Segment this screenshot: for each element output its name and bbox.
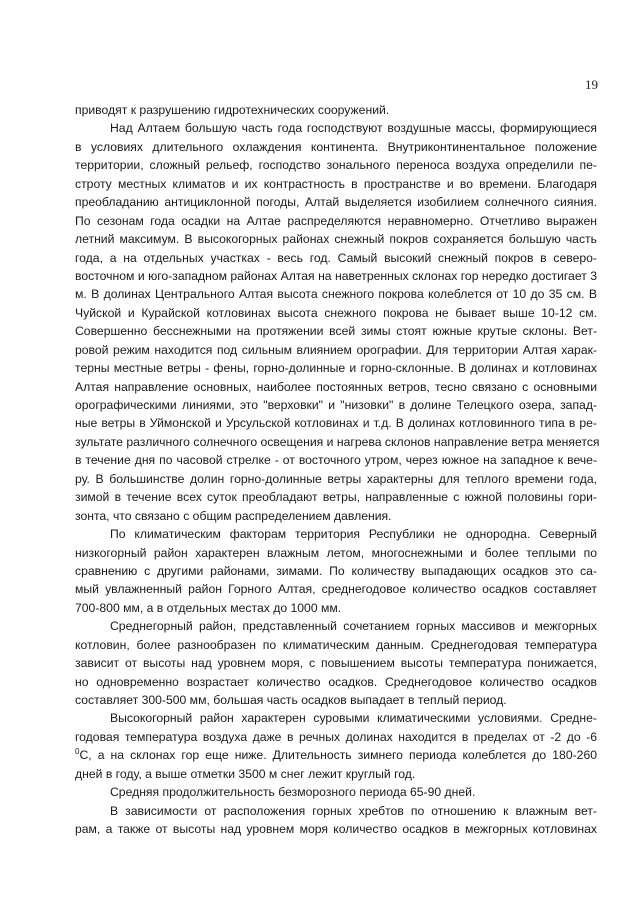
- text-line: По сезонам года осадки на Алтае распределяются неравномерно. Отчетливо выражен: [75, 213, 597, 228]
- text-line: восточном и юго-западном районах Алтая на наветренных склонах гор нередко достигает 3: [75, 268, 597, 283]
- text-line: В зависимости от расположения горных хребтов по отношению к влажным вет-: [110, 803, 597, 818]
- text-line-content: С, а на склонах гор еще ниже. Длительность зимнего периода колеблется до 180-260: [79, 748, 597, 763]
- text-line: зультате различного солнечного освещения и нагрева склонов направление ветра меняется: [75, 434, 600, 449]
- text-line: годовая температура воздуха даже в речных долинах находится в пределах от -2 до -6: [75, 729, 597, 744]
- text-line: преобладанию антициклонной погоды, Алтай выделяется изобилием солнечного сияния.: [75, 195, 597, 210]
- text-line: территории, сложный рельеф, господство зонального переноса воздуха определили пе-: [75, 158, 597, 173]
- text-line: дней в году, а выше отметки 3500 м снег лежит круглый год.: [75, 766, 416, 781]
- text-line: Средняя продолжительность безморозного периода 65-90 дней.: [110, 785, 476, 800]
- text-line: котловин, более разнообразен по климатическим данным. Среднегодовая температура: [75, 637, 597, 652]
- text-line: составляет 300-500 мм, большая часть осадков выпадает в теплый период.: [75, 693, 507, 707]
- text-line: но одновременно возрастает количество осадков. Среднегодовое количество осадков: [75, 674, 597, 689]
- text-line: сравнению с другими районами, зимами. По количеству выпадающих осадков это са-: [75, 563, 597, 578]
- text-line: низкогорный район характерен влажным летом, многоснежными и более теплыми по: [75, 545, 597, 560]
- text-line: терны местные ветры - фены, горно-долинные и горно-склонные. В долинах и котловинах: [75, 361, 597, 376]
- text-line: летний максимум. В высокогорных районах снежный покров сохраняется большую часть: [75, 232, 597, 247]
- text-line-with-degree: [75, 746, 597, 764]
- text-line: Алтая направление основных, наиболее постоянных ветров, тесно связано с основными: [75, 379, 597, 394]
- text-line: По климатическим факторам территория Республики не однородна. Северный: [110, 527, 597, 542]
- text-line: в течение дня по часовой стрелке - от восточного утром, через южное на западное к вече-: [75, 453, 597, 468]
- text-line: рам, а также от высоты над уровнем моря количество осадков в межгорных котловинах: [75, 822, 597, 837]
- degree-superscript: 0: [75, 747, 80, 757]
- text-line: орографическими линиями, это "верховки" и "низовки" в долине Телецкого озера, запад-: [75, 398, 597, 412]
- text-line: Высокогорный район характерен суровыми климатическими условиями. Средне-: [110, 711, 597, 726]
- text-line: Среднегорный район, представленный сочетанием горных массивов и межгорных: [110, 619, 597, 634]
- body-text: [75, 101, 600, 839]
- text-line: Совершенно бесснежными на протяжении всей зимы стоят южные крутые склоны. Вет-: [75, 324, 597, 339]
- text-line: ные ветры в Уймонской и Урсульской котловинах и т.д. В долинах котловинного типа в ре-: [75, 416, 597, 431]
- text-line: приводят к разрушению гидротехнических сооружений.: [75, 103, 390, 117]
- text-line: Над Алтаем большую часть года господствуют воздушные массы, формирующиеся: [110, 121, 597, 136]
- text-line: зимой в течение всех суток преобладают ветры, направленные с южной половины гори-: [75, 490, 597, 505]
- text-line: Чуйской и Курайской котловинах высота снежного покрова не бывает выше 10-12 см.: [75, 305, 597, 320]
- text-line: ру. В большинстве долин горно-долинные ветры характерны для теплого времени года,: [75, 471, 597, 486]
- text-line: зонта, что связано с общим распределением давления.: [75, 508, 392, 523]
- text-line: м. В долинах Центрального Алтая высота снежного покрова колеблется от 10 до 35 см. В: [75, 287, 597, 302]
- text-line: ровой режим находится под сильным влиянием орографии. Для территории Алтая харак-: [75, 342, 597, 357]
- text-line: зависит от высоты над уровнем моря, с повышением высоты температура понижается,: [75, 656, 597, 671]
- text-line: года, а на отдельных участках - весь год. Самый высокий снежный покров в северо-: [75, 250, 597, 265]
- text-line: мый увлажненный район Горного Алтая, среднегодовое количество осадков составляет: [75, 582, 597, 597]
- text-line: строту местных климатов и их контрастность в пространстве и во времени. Благодаря: [75, 176, 597, 191]
- page-number: 19: [585, 77, 598, 92]
- text-line: 700-800 мм, а в отдельных местах до 1000 мм.: [75, 600, 342, 615]
- text-line: в условиях длительного охлаждения континента. Внутриконтинентальное положение: [75, 139, 597, 154]
